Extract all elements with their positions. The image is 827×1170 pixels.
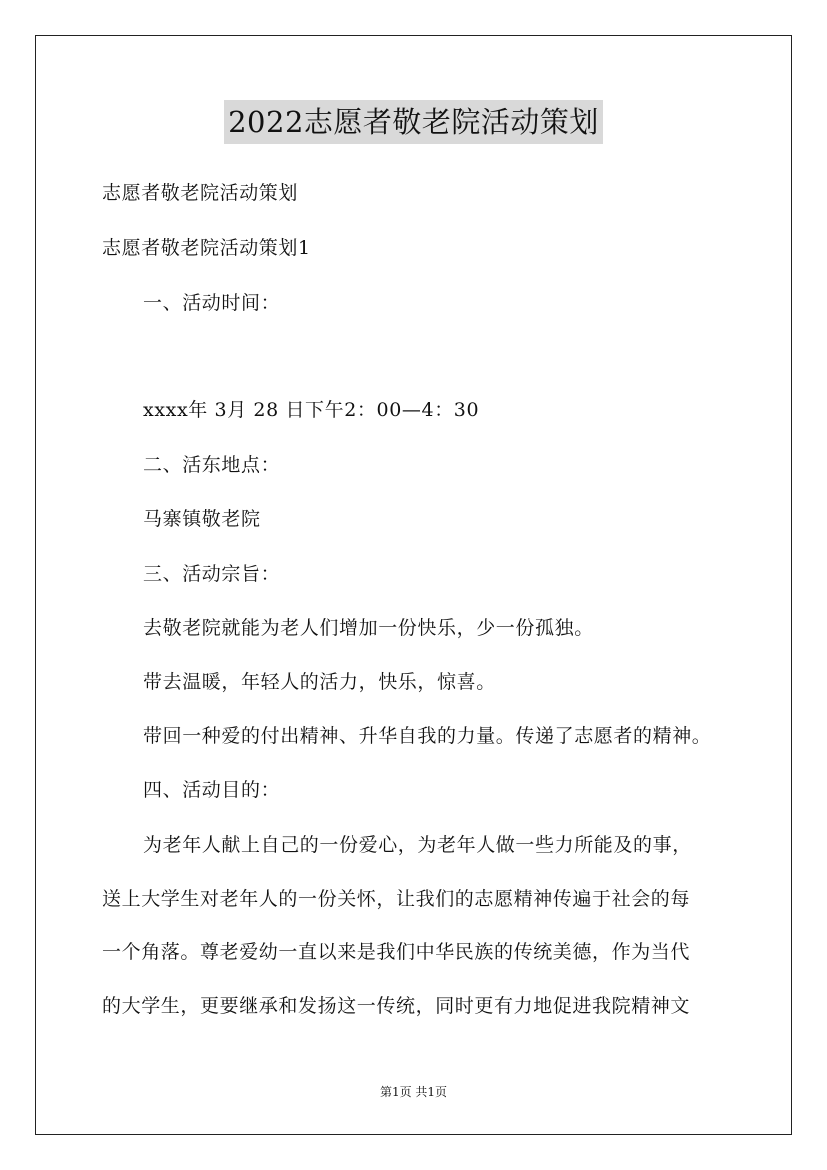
document-title-container [0,100,827,144]
page-footer [0,1083,827,1100]
doc-line-6: 马寨镇敬老院 [143,508,261,530]
doc-line-11: 四、活动目的： [143,779,281,801]
doc-line-10: 带回一种爱的付出精神、升华自我的力量。传递了志愿者的精神。 [143,725,712,747]
doc-line-13: 送上大学生对老年人的一份关怀，让我们的志愿精神传遍于社会的每 [102,888,691,910]
doc-line-15: 的大学生，更要继承和发扬这一传统，同时更有力地促进我院精神文 [102,995,691,1017]
doc-line-4: xxxx年 3月 28 日下午2：00—4：30 [143,399,480,421]
page-number-label: 第1页 共1页 [379,1085,448,1099]
doc-line-3: 一、活动时间： [143,292,281,314]
doc-line-7: 三、活动宗旨： [143,563,281,585]
doc-line-12: 为老年人献上自己的一份爱心，为老年人做一些力所能及的事， [143,834,692,856]
doc-line-14: 一个角落。尊老爱幼一直以来是我们中华民族的传统美德，作为当代 [102,941,691,963]
doc-line-9: 带去温暖，年轻人的活力，快乐，惊喜。 [143,671,496,693]
doc-line-1: 志愿者敬老院活动策划 [102,182,299,204]
doc-line-2: 志愿者敬老院活动策划1 [102,237,311,259]
document-title: 2022志愿者敬老院活动策划 [224,100,603,144]
doc-line-5: 二、活东地点： [143,454,281,476]
doc-line-8: 去敬老院就能为老人们增加一份快乐，少一份孤独。 [143,617,594,639]
